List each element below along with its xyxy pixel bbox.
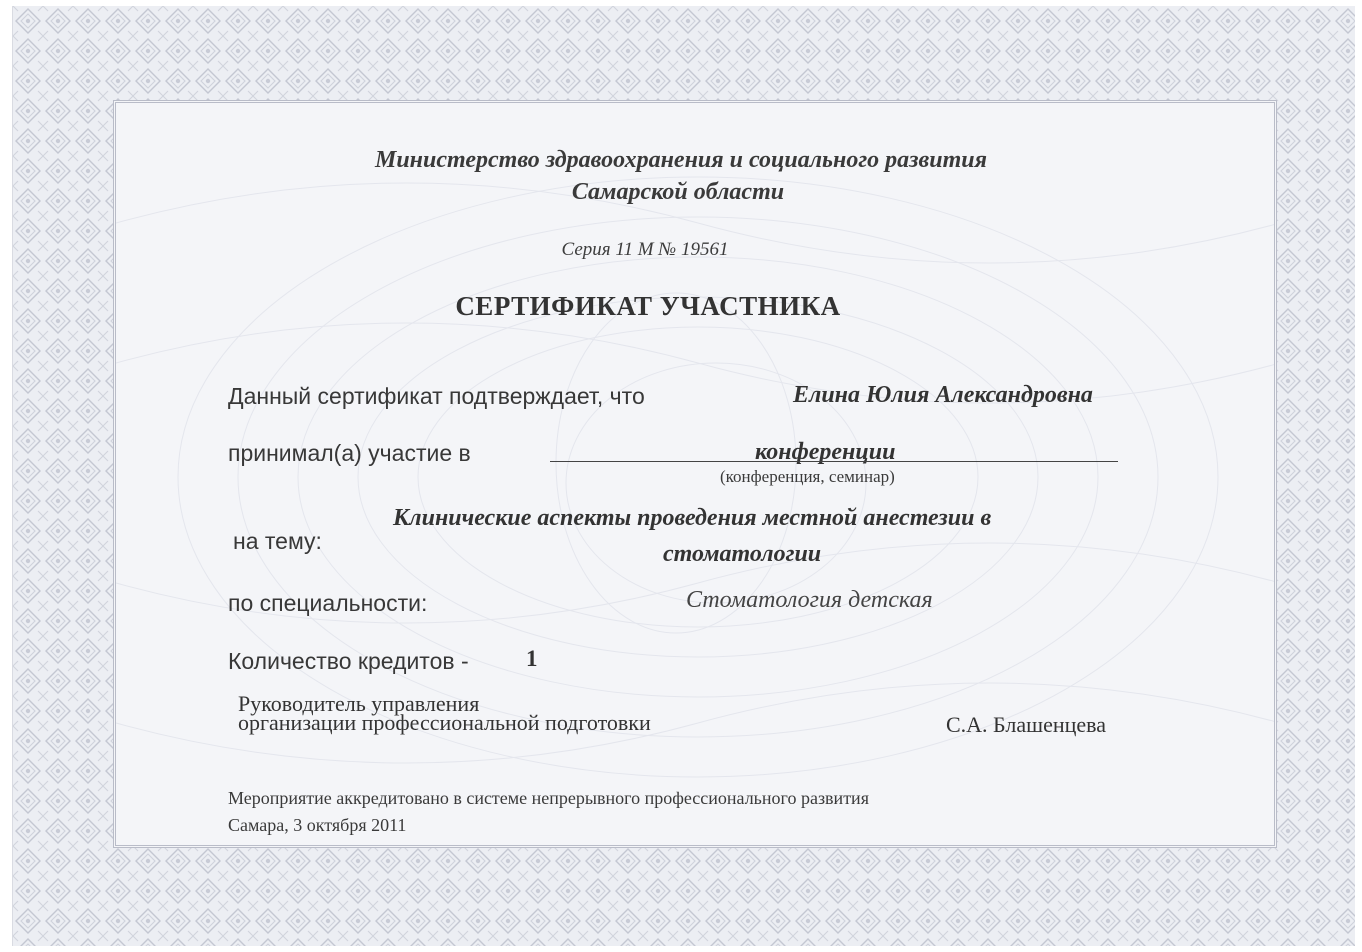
credits-value: 1 bbox=[526, 646, 538, 671]
ministry-line-1: Министерство здравоохранения и социального развития bbox=[374, 147, 987, 173]
place-date: Самара, 3 октября 2011 bbox=[228, 815, 407, 835]
participated-label: принимал(а) участие в bbox=[228, 440, 471, 466]
specialty-label: по специальности: bbox=[228, 590, 428, 616]
participant-name: Елина Юлия Александровна bbox=[793, 382, 1093, 408]
ministry-line-2: Самарской области bbox=[571, 179, 785, 205]
confirms-label: Данный сертификат подтверждает, что bbox=[228, 383, 645, 409]
signer-position-line-2: организации профессиональной подготовки bbox=[238, 710, 651, 735]
topic-line-1: Клинические аспекты проведения местной анестезии в bbox=[393, 505, 992, 531]
event-type-value: конференции bbox=[755, 439, 896, 465]
certificate-title: СЕРТИФИКАТ УЧАСТНИКА bbox=[455, 291, 841, 321]
credits-label: Количество кредитов - bbox=[228, 648, 469, 674]
topic-label: на тему: bbox=[233, 528, 322, 554]
signer-name: С.А. Блашенцева bbox=[946, 712, 1107, 737]
topic-line-2: стоматологии bbox=[663, 541, 822, 567]
signer-position-line-1: Руководитель управления bbox=[238, 691, 480, 716]
specialty-value: Стоматология детская bbox=[686, 587, 933, 613]
event-type-hint: (конференция, семинар) bbox=[720, 467, 895, 486]
accreditation-note: Мероприятие аккредитовано в системе непрерывного профессионального развития bbox=[228, 788, 869, 808]
event-type-underline bbox=[550, 461, 1118, 462]
series-number: Серия 11 М № 19561 bbox=[561, 239, 729, 260]
